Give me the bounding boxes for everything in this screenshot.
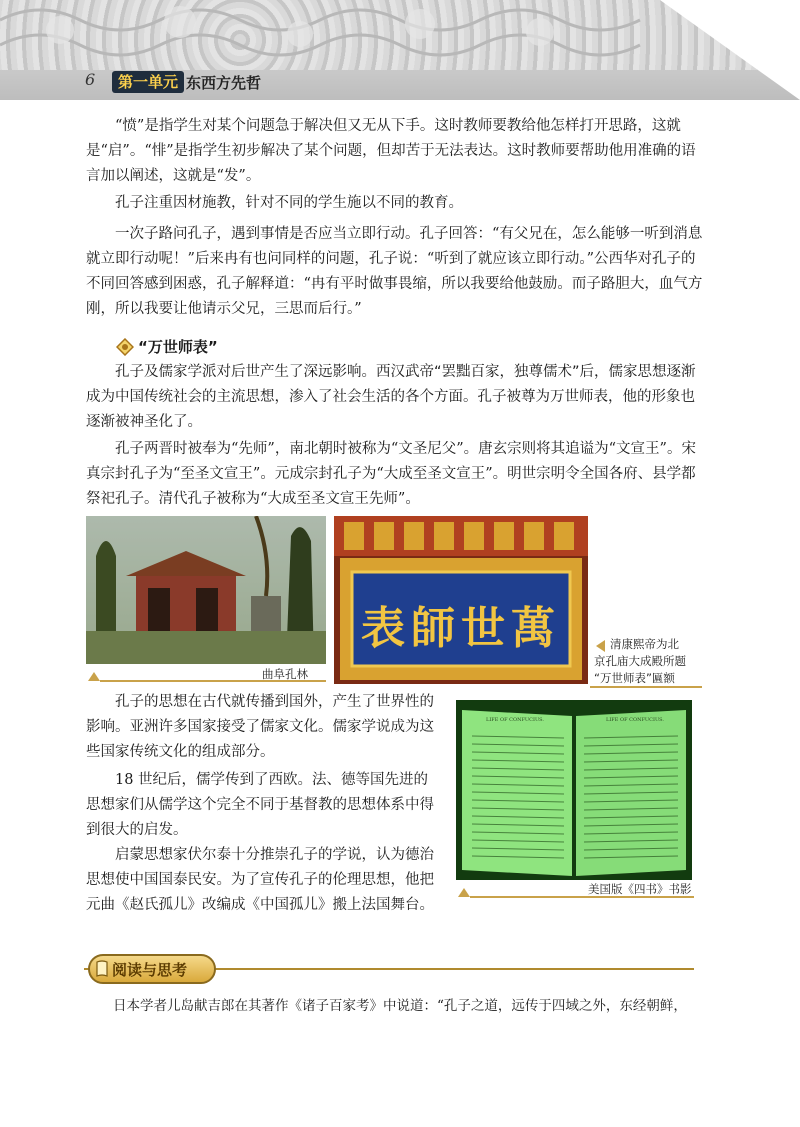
paragraph-6: 孔子的思想在古代就传播到国外，产生了世界性的影响。亚洲许多国家接受了儒家文化。儒家学说成为这些国家传统文化的组成部分。 — [86, 694, 434, 760]
paragraph-7: 18 世纪后，儒学传到了西欧。法、德等国先进的思想家们从儒学这个完全不同于基督教的思想体系中得到很大的启发。 — [86, 772, 434, 838]
section-title: “万世师表” — [138, 338, 218, 356]
corner-fold — [660, 0, 800, 100]
section-diamond-icon — [116, 338, 134, 356]
reading-text: 日本学者儿岛献吉郎在其著作《诸子百家考》中说道：“孔子之道，远传于四域之外，东经朝鲜， — [113, 998, 687, 1014]
book-caption: 美国版《四书》书影 — [588, 882, 692, 896]
book-left-header: LIFE OF CONFUCIUS. — [486, 717, 544, 723]
caption-marker-icon — [88, 672, 100, 681]
paragraph-5: 孔子两晋时被奉为“先师”，南北朝时被称为“文圣尼父”。唐玄宗则将其追谥为“文宣王”。宋真宗封孔子为“至圣文宣王”。元成宗封孔子为“大成至圣文宣王”。明世宗明令全国各府、县学都祭祀孔子。清代孔子被称为“大成至圣文宣王先师”。 — [86, 441, 696, 507]
page-number: 6 — [85, 70, 96, 89]
book-photo — [456, 700, 692, 880]
kong-lin-caption: 曲阜孔林 — [262, 667, 308, 681]
unit-title: 东西方先哲 — [186, 74, 262, 92]
plaque-inscription: 萬世師表 — [361, 603, 561, 654]
plaque-photo — [334, 516, 588, 684]
scroll-icon — [94, 960, 110, 978]
paragraph-1: “愤”是指学生对某个问题急于解决但又无从下手。这时教师要教给他怎样打开思路，这就是“启”。“悱”是指学生初步解决了某个问题，但却苦于无法表达。这时教师要帮助他用准确的语言加以阐述，这就是“发”。 — [86, 118, 696, 184]
plaque-caption-line-2: 京孔庙大成殿所题 — [594, 654, 686, 668]
plaque-caption-line-3: “万世师表”匾额 — [594, 671, 675, 685]
kong-lin-image — [86, 516, 326, 664]
paragraph-2: 孔子注重因材施教，针对不同的学生施以不同的教育。 — [115, 195, 463, 211]
unit-badge: 第一单元 — [112, 71, 184, 93]
caption-rule — [590, 686, 702, 688]
paragraph-4: 孔子及儒家学派对后世产生了深远影响。西汉武帝“罢黜百家，独尊儒术”后，儒家思想逐渐成为中国传统社会的主流思想，渗入了社会生活的各个方面。孔子被尊为万世师表，他的形象也逐渐被神圣化了。 — [86, 364, 696, 430]
kong-lin-photo — [86, 516, 326, 664]
caption-marker-icon — [596, 640, 605, 652]
book-right-header: LIFE OF CONFUCIUS. — [606, 717, 664, 723]
book-image — [456, 700, 692, 880]
paragraph-8: 启蒙思想家伏尔泰十分推崇孔子的学说，认为德治思想使中国国泰民安。为了宣传孔子的伦理思想，他把元曲《赵氏孤儿》改编成《中国孤儿》搬上法国舞台。 — [86, 847, 434, 913]
reading-label: 阅读与思考 — [112, 961, 188, 979]
caption-marker-icon — [458, 888, 470, 897]
paragraph-3: 一次子路问孔子，遇到事情是否应当立即行动。孔子回答：“有父兄在，怎么能够一听到消息就立即行动呢！”后来冉有也问同样的问题，孔子说：“听到了就应该立即行动。”公西华对孔子的不同回答感到困惑，孔子解释道：“冉有平时做事畏缩，所以我要给他鼓励。而子路胆大，血气方刚，所以我要让他请示父兄，三思而后行。” — [86, 226, 703, 317]
plaque-caption-line-1: 清康熙帝为北 — [610, 637, 679, 651]
plaque-caption — [594, 636, 720, 687]
